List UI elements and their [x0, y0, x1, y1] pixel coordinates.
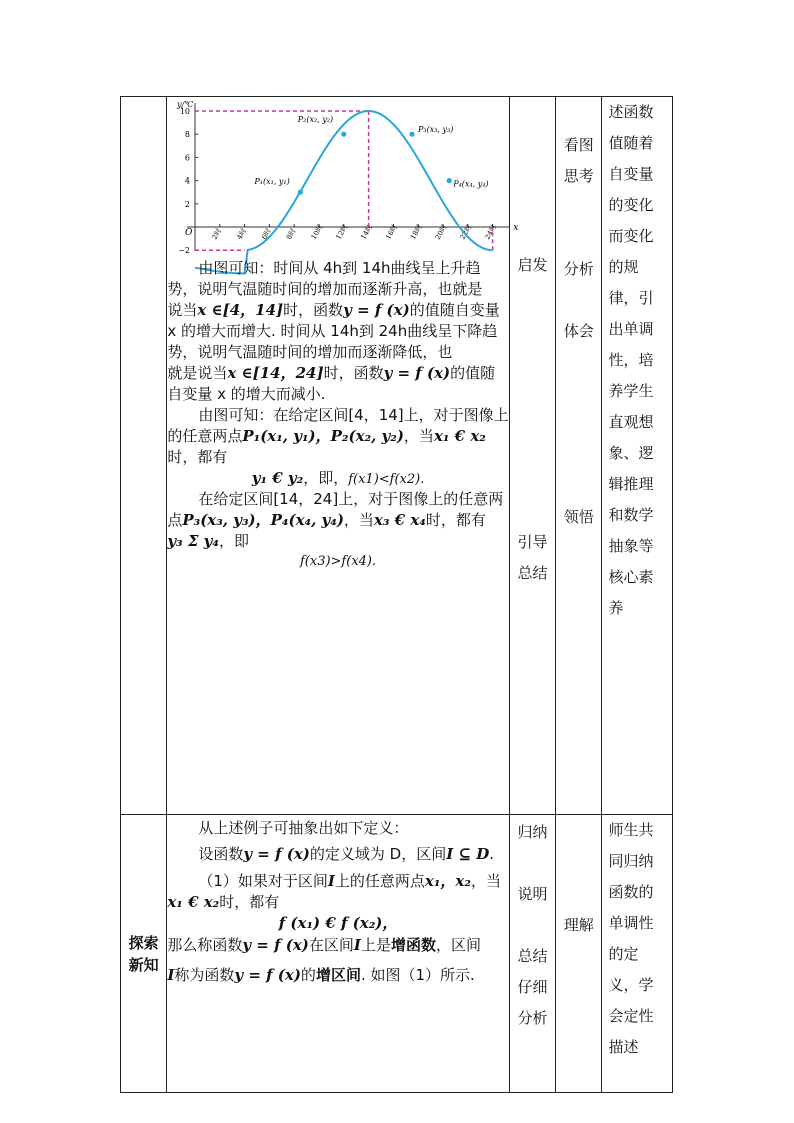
x-tick-label: 16时	[384, 223, 400, 241]
student-word: 分析	[563, 260, 594, 278]
student-word: 理解	[563, 916, 594, 934]
x-tick-label: 2时	[210, 227, 224, 241]
student-activity-cell	[556, 815, 602, 1093]
definition-intro: 从上述例子可抽象出如下定义：	[198, 819, 409, 837]
curve-point	[342, 132, 347, 137]
y-tick-label: −2	[178, 246, 191, 256]
lesson-table	[120, 96, 673, 1093]
curve-point	[447, 178, 452, 183]
x-tick-label: 24时	[483, 223, 499, 241]
teacher-word: 总结	[517, 947, 548, 965]
x-tick-label: 22时	[458, 223, 474, 241]
y-axis-label: y/℃	[177, 100, 194, 109]
definition-inequality: f (x₁) € f (x₂)，	[278, 914, 398, 932]
point-label: P₂(x₂, y₂)	[298, 115, 334, 125]
x-tick-label: 18时	[409, 223, 425, 241]
student-activity-cell	[556, 97, 602, 815]
teacher-word: 仔细	[517, 978, 548, 996]
y-tick-label: 6	[185, 153, 191, 163]
design-purpose-cell	[602, 815, 673, 1093]
y-tick-label: 10	[180, 107, 191, 116]
teacher-word: 引导	[517, 533, 548, 551]
x-tick-label: 8时	[285, 227, 298, 241]
section-label-cell	[121, 815, 167, 1093]
relation-decreasing: y₃ Σ y₄，即	[167, 532, 249, 550]
x-tick-label: 14时	[359, 223, 375, 241]
design-purpose-text: 述函数值随着自变量的变化而变化的规律，引出单调性，培养学生直观想象、逻辑推理和数学抽象等核心素养	[608, 103, 654, 617]
x-tick-label: 12时	[334, 223, 350, 241]
teacher-word: 启发	[517, 256, 548, 274]
relation-increasing: y₁ € y₂，即，f(x1)<f(x2).	[251, 469, 425, 487]
paragraph-interval-4-14: 由图可知：在给定区间[4，14]上，对于图像上的任意两点P₁(x₁, y₁)，P₂(x₂, y₂)，当x₁ € x₂时，都有	[167, 406, 509, 466]
x-tick-label: 4时	[235, 227, 249, 241]
student-word: 思考	[563, 167, 594, 185]
paragraph-rising-cont: 说当x ∈[4，14]时，函数y = f (x)的值随自变量 x 的增大而增大. 时间从 14h到 24h曲线呈下降趋势，说明气温随时间的增加而逐渐降低，也	[167, 301, 500, 361]
teacher-word: 分析	[517, 1009, 548, 1027]
student-word: 体会	[563, 322, 594, 340]
point-label: P₃(x₃, y₃)	[418, 125, 454, 135]
teacher-activity-cell	[509, 815, 555, 1093]
design-purpose-cell	[602, 97, 673, 815]
paragraph-rising: 由图可知：时间从 4h到 14h曲线呈上升趋势，说明气温随时间的增加而逐渐升高，也就是	[167, 259, 483, 298]
curve-point	[298, 190, 303, 195]
x-tick-label: 10时	[310, 223, 326, 241]
curve-point	[410, 132, 415, 137]
content-cell	[167, 97, 519, 815]
content-cell	[167, 815, 509, 1093]
x-tick-label: 20时	[434, 223, 450, 241]
definition-increasing: 那么称函数y = f (x)在区间I上是增函数，区间	[167, 936, 481, 954]
teacher-word: 说明	[517, 885, 548, 903]
temperature-graph	[167, 97, 519, 256]
table-row	[121, 97, 673, 815]
definition-domain: 设函数y = f (x)的定义域为 D，区间I ⊆ D.	[198, 845, 495, 863]
design-purpose-text: 师生共同归纳函数的单调性的定义，学会定性描述	[608, 821, 654, 1056]
y-tick-label: 2	[185, 199, 191, 209]
section-cell-empty	[121, 97, 167, 815]
origin-label: O	[185, 228, 193, 238]
point-label: P₄(x₄, y₄)	[453, 179, 489, 189]
teacher-activity-cell	[509, 97, 555, 815]
table-row	[121, 815, 673, 1093]
y-tick-label: 4	[185, 176, 191, 186]
definition-condition: （1）如果对于区间I上的任意两点x₁，x₂，当x₁ € x₂时，都有	[167, 872, 501, 911]
student-word: 看图	[563, 136, 594, 154]
paragraph-falling: 就是说当x ∈[14，24]时，函数y = f (x)的值随自变量 x 的增大而减小.	[167, 364, 496, 403]
teacher-word: 总结	[517, 564, 548, 582]
section-label: 探索新知	[128, 933, 159, 974]
relation-decreasing-f: f(x3)>f(x4).	[299, 554, 377, 569]
y-tick-label: 8	[185, 130, 191, 140]
student-word: 领悟	[563, 508, 594, 526]
teacher-word: 归纳	[517, 823, 548, 841]
definition-increasing-interval: I称为函数y = f (x)的增区间. 如图（1）所示.	[167, 966, 475, 984]
paragraph-interval-14-24: 在给定区间[14，24]上，对于图像上的任意两点P₃(x₃, y₃)，P₄(x₄, y₄)，当x₃ € x₄时，都有	[167, 490, 504, 529]
x-axis-label: x	[513, 223, 519, 233]
x-tick-label: 6时	[260, 227, 274, 241]
point-label: P₁(x₁, y₁)	[254, 177, 291, 187]
